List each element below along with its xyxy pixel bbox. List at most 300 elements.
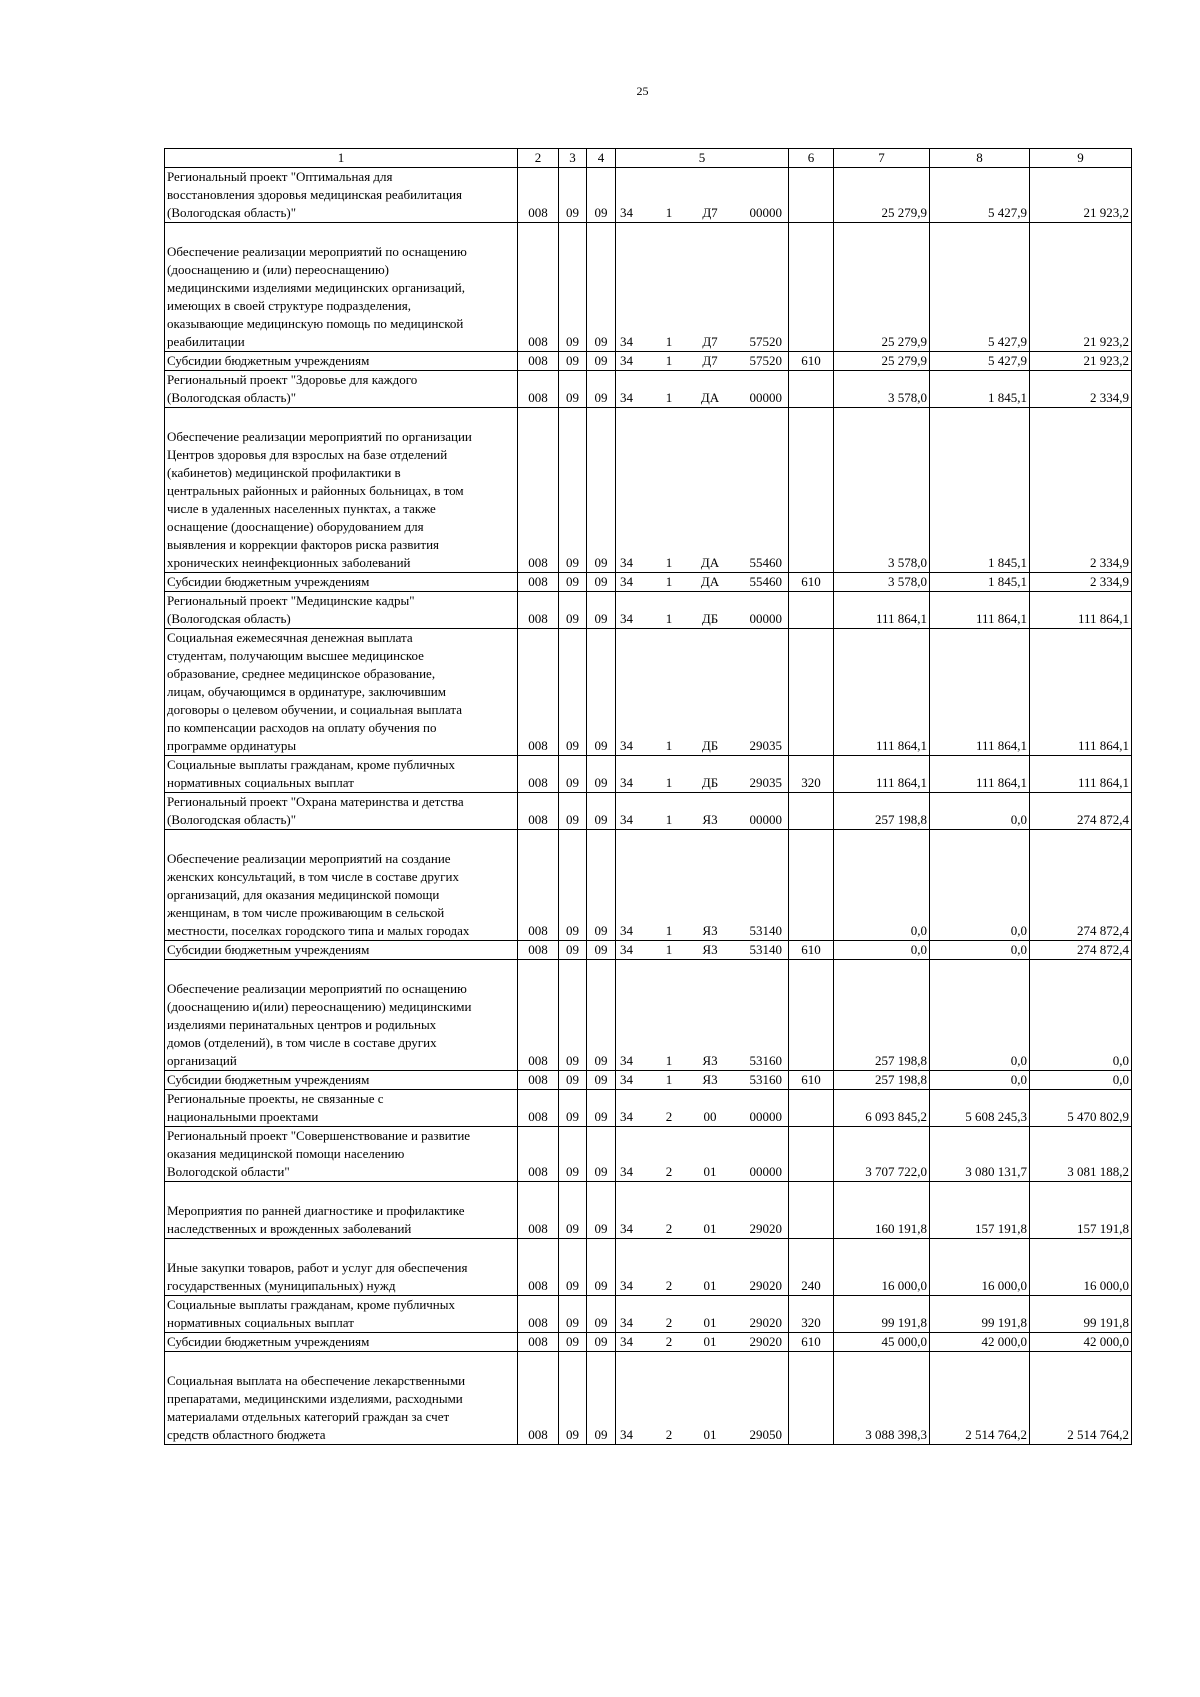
table-row: [165, 1239, 1132, 1296]
row-name-text: Социальная выплата на обеспечение лекарственными препаратами, медицинскими изделиями, расходными материалами отдельных категорий граждан за счет средств областного бюджета: [167, 1373, 466, 1442]
cell-ministry: 008: [518, 223, 559, 352]
cell-target-article: [616, 830, 789, 941]
cell-target-article: [616, 1352, 789, 1445]
csr-program: 34: [620, 353, 633, 368]
csr-program: 34: [620, 1072, 633, 1087]
cell-amount-col7: 257 198,8: [834, 1071, 930, 1090]
table-row: [165, 1071, 1132, 1090]
cell-section: 09: [559, 168, 587, 223]
cell-amount-col8: 111 864,1: [930, 592, 1030, 629]
cell-expense-type: [789, 1127, 834, 1182]
row-name: [165, 1352, 518, 1445]
cell-amount-col7: 111 864,1: [834, 756, 930, 793]
table-row: [165, 830, 1132, 941]
row-name-text: Обеспечение реализации мероприятий по оснащению (дооснащению и(или) переоснащению) медицинскими изделиями перинатальных центров и родильных домов (отделений), в том числе в составе других организаций: [167, 981, 472, 1068]
csr-type: 1: [665, 1053, 673, 1068]
cell-target-article: [616, 941, 789, 960]
csr-program: 34: [620, 611, 633, 626]
csr-direction: 53160: [749, 1053, 782, 1068]
row-name-text: Обеспечение реализации мероприятий по оснащению (дооснащению и (или) переоснащению) медицинскими изделиями медицинских организаций, имеющих в своей структуре подразделения, оказывающие медицинскую помощь по медицинской реабилитации: [167, 244, 467, 349]
cell-subsection: 09: [587, 592, 616, 629]
cell-ministry: 008: [518, 371, 559, 408]
cell-target-article: [616, 1296, 789, 1333]
csr-type: 1: [665, 205, 673, 220]
cell-section: 09: [559, 371, 587, 408]
csr-direction: 53160: [749, 1072, 782, 1087]
row-name: [165, 1071, 518, 1090]
table-row: [165, 1182, 1132, 1239]
csr-project: 01: [703, 1334, 717, 1349]
cell-ministry: 008: [518, 1090, 559, 1127]
cell-expense-type: 610: [789, 941, 834, 960]
header-cell: 3: [559, 149, 587, 168]
table-row: [165, 223, 1132, 352]
csr-type: 1: [665, 738, 673, 753]
csr-project: ДБ: [701, 775, 719, 790]
csr-program: 34: [620, 390, 633, 405]
cell-amount-col9: 21 923,2: [1030, 168, 1132, 223]
cell-amount-col9: 157 191,8: [1030, 1182, 1132, 1239]
csr-program: 34: [620, 1427, 633, 1442]
cell-section: 09: [559, 629, 587, 756]
header-cell: 4: [587, 149, 616, 168]
cell-target-article: [616, 352, 789, 371]
cell-ministry: 008: [518, 830, 559, 941]
csr-direction: 29020: [749, 1221, 782, 1236]
cell-subsection: 09: [587, 1333, 616, 1352]
row-name: [165, 793, 518, 830]
csr-project: 00: [703, 1109, 717, 1124]
cell-target-article: [616, 371, 789, 408]
csr-type: 1: [665, 574, 673, 589]
cell-amount-col9: 2 334,9: [1030, 573, 1132, 592]
table-row: [165, 371, 1132, 408]
cell-amount-col8: 0,0: [930, 793, 1030, 830]
cell-amount-col8: 0,0: [930, 960, 1030, 1071]
row-name-text: Региональные проекты, не связанные с национальными проектами: [167, 1091, 384, 1124]
cell-amount-col9: 111 864,1: [1030, 629, 1132, 756]
table-row: [165, 941, 1132, 960]
csr-type: 1: [665, 611, 673, 626]
cell-subsection: 09: [587, 371, 616, 408]
header-cell: 8: [930, 149, 1030, 168]
cell-target-article: [616, 1127, 789, 1182]
cell-target-article: [616, 1071, 789, 1090]
csr-project: 01: [703, 1427, 717, 1442]
cell-section: 09: [559, 960, 587, 1071]
cell-amount-col9: 274 872,4: [1030, 793, 1132, 830]
cell-subsection: 09: [587, 830, 616, 941]
csr-program: 34: [620, 1109, 633, 1124]
cell-amount-col8: 111 864,1: [930, 756, 1030, 793]
cell-expense-type: [789, 408, 834, 573]
cell-ministry: 008: [518, 960, 559, 1071]
cell-section: 09: [559, 1333, 587, 1352]
cell-amount-col8: 157 191,8: [930, 1182, 1030, 1239]
csr-project: Я3: [702, 812, 718, 827]
cell-amount-col7: 6 093 845,2: [834, 1090, 930, 1127]
cell-expense-type: [789, 1090, 834, 1127]
cell-subsection: 09: [587, 1127, 616, 1182]
csr-program: 34: [620, 1334, 633, 1349]
row-name: [165, 371, 518, 408]
cell-expense-type: [789, 960, 834, 1071]
table-row: [165, 756, 1132, 793]
row-name: [165, 960, 518, 1071]
cell-ministry: 008: [518, 408, 559, 573]
csr-direction: 29035: [749, 738, 782, 753]
cell-target-article: [616, 573, 789, 592]
cell-subsection: 09: [587, 941, 616, 960]
cell-subsection: 09: [587, 629, 616, 756]
cell-amount-col8: 5 427,9: [930, 168, 1030, 223]
row-name-text: Региональный проект "Медицинские кадры" (Вологодская область): [167, 593, 415, 626]
header-cell: 6: [789, 149, 834, 168]
cell-section: 09: [559, 1090, 587, 1127]
cell-ministry: 008: [518, 1239, 559, 1296]
cell-amount-col8: 5 427,9: [930, 352, 1030, 371]
row-name-text: Региональный проект "Охрана материнства и детства (Вологодская область)": [167, 794, 464, 827]
csr-program: 34: [620, 923, 633, 938]
csr-program: 34: [620, 1315, 633, 1330]
cell-amount-col9: 274 872,4: [1030, 941, 1132, 960]
cell-section: 09: [559, 1071, 587, 1090]
cell-target-article: [616, 1333, 789, 1352]
csr-direction: 57520: [749, 334, 782, 349]
cell-target-article: [616, 960, 789, 1071]
csr-project: Я3: [702, 942, 718, 957]
cell-amount-col8: 0,0: [930, 941, 1030, 960]
csr-direction: 00000: [749, 611, 782, 626]
cell-amount-col8: 1 845,1: [930, 573, 1030, 592]
cell-amount-col9: 2 334,9: [1030, 371, 1132, 408]
cell-amount-col8: 42 000,0: [930, 1333, 1030, 1352]
csr-direction: 29035: [749, 775, 782, 790]
row-name: [165, 573, 518, 592]
csr-type: 1: [665, 334, 673, 349]
row-name: [165, 408, 518, 573]
row-name: [165, 941, 518, 960]
cell-subsection: 09: [587, 168, 616, 223]
cell-section: 09: [559, 830, 587, 941]
cell-expense-type: 610: [789, 1333, 834, 1352]
csr-type: 1: [665, 923, 673, 938]
csr-program: 34: [620, 574, 633, 589]
csr-type: 2: [665, 1164, 673, 1179]
csr-program: 34: [620, 1221, 633, 1236]
cell-expense-type: [789, 168, 834, 223]
header-cell: 5: [616, 149, 789, 168]
cell-section: 09: [559, 1127, 587, 1182]
csr-program: 34: [620, 1164, 633, 1179]
row-name-text: Региональный проект "Совершенствование и развитие оказания медицинской помощи населению Вологодской области": [167, 1128, 471, 1179]
budget-table: [164, 148, 1132, 1445]
csr-type: 2: [665, 1109, 673, 1124]
csr-project: Я3: [702, 1053, 718, 1068]
cell-amount-col8: 16 000,0: [930, 1239, 1030, 1296]
table-row: [165, 408, 1132, 573]
cell-amount-col8: 5 608 245,3: [930, 1090, 1030, 1127]
row-name: [165, 1182, 518, 1239]
cell-amount-col9: 0,0: [1030, 1071, 1132, 1090]
table-row: [165, 592, 1132, 629]
cell-amount-col9: 16 000,0: [1030, 1239, 1132, 1296]
cell-amount-col8: 2 514 764,2: [930, 1352, 1030, 1445]
cell-target-article: [616, 1090, 789, 1127]
cell-expense-type: 320: [789, 756, 834, 793]
row-name: [165, 629, 518, 756]
cell-amount-col7: 45 000,0: [834, 1333, 930, 1352]
csr-project: Д7: [702, 334, 718, 349]
cell-target-article: [616, 1182, 789, 1239]
cell-expense-type: [789, 1182, 834, 1239]
table-row: [165, 1296, 1132, 1333]
csr-type: 1: [665, 1072, 673, 1087]
csr-direction: 53140: [749, 923, 782, 938]
cell-subsection: 09: [587, 1352, 616, 1445]
row-name: [165, 1127, 518, 1182]
cell-target-article: [616, 223, 789, 352]
cell-amount-col8: 0,0: [930, 1071, 1030, 1090]
cell-amount-col7: 3 707 722,0: [834, 1127, 930, 1182]
cell-ministry: 008: [518, 793, 559, 830]
cell-expense-type: 240: [789, 1239, 834, 1296]
cell-amount-col8: 1 845,1: [930, 371, 1030, 408]
page-number: 25: [636, 84, 649, 98]
table-row: [165, 629, 1132, 756]
cell-amount-col9: 42 000,0: [1030, 1333, 1132, 1352]
csr-project: 01: [703, 1221, 717, 1236]
csr-project: ДА: [700, 555, 720, 570]
csr-type: 2: [665, 1334, 673, 1349]
cell-subsection: 09: [587, 408, 616, 573]
cell-subsection: 09: [587, 1071, 616, 1090]
csr-program: 34: [620, 942, 633, 957]
csr-direction: 29020: [749, 1315, 782, 1330]
cell-ministry: 008: [518, 1071, 559, 1090]
cell-amount-col7: 111 864,1: [834, 592, 930, 629]
cell-target-article: [616, 408, 789, 573]
csr-program: 34: [620, 812, 633, 827]
cell-expense-type: 610: [789, 1071, 834, 1090]
row-name-text: Субсидии бюджетным учреждениям: [167, 353, 370, 368]
cell-ministry: 008: [518, 352, 559, 371]
csr-type: 1: [665, 555, 673, 570]
csr-direction: 55460: [749, 555, 782, 570]
header-cell: 9: [1030, 149, 1132, 168]
table-row: [165, 352, 1132, 371]
row-name: [165, 168, 518, 223]
cell-amount-col8: 99 191,8: [930, 1296, 1030, 1333]
row-name-text: Социальная ежемесячная денежная выплата студентам, получающим высшее медицинское образование, среднее медицинское образование, лицам, обучающимся в ординатуре, заключившим договоры о целевом обучении, и социальная выплата по компенсации расходов на оплату обучения по программе ординатуры: [167, 630, 462, 753]
row-name-text: Региональный проект "Оптимальная для восстановления здоровья медицинская реабилитация (Вологодская область)": [167, 169, 463, 220]
cell-amount-col7: 3 578,0: [834, 573, 930, 592]
csr-type: 2: [665, 1315, 673, 1330]
cell-amount-col8: 1 845,1: [930, 408, 1030, 573]
csr-direction: 57520: [749, 353, 782, 368]
cell-expense-type: 610: [789, 352, 834, 371]
cell-expense-type: 610: [789, 573, 834, 592]
cell-amount-col9: 2 334,9: [1030, 408, 1132, 573]
cell-amount-col7: 0,0: [834, 941, 930, 960]
cell-section: 09: [559, 1182, 587, 1239]
cell-section: 09: [559, 573, 587, 592]
cell-amount-col7: 257 198,8: [834, 960, 930, 1071]
header-cell: 1: [165, 149, 518, 168]
cell-subsection: 09: [587, 352, 616, 371]
csr-type: 1: [665, 942, 673, 957]
cell-section: 09: [559, 756, 587, 793]
csr-project: Я3: [702, 923, 718, 938]
cell-ministry: 008: [518, 168, 559, 223]
row-name-text: Обеспечение реализации мероприятий по организации Центров здоровья для взрослых на базе отделений (кабинетов) медицинской профилактики в центральных районных и районных больницах, в том числе в удаленных населенных пунктах, а также оснащение (дооснащение) оборудованием для выявления и коррекции факторов риска развития хронических неинфекционных заболеваний: [167, 429, 472, 570]
cell-target-article: [616, 1239, 789, 1296]
cell-amount-col9: 2 514 764,2: [1030, 1352, 1132, 1445]
table-row: [165, 1352, 1132, 1445]
cell-ministry: 008: [518, 1127, 559, 1182]
cell-expense-type: [789, 1352, 834, 1445]
row-name-text: Субсидии бюджетным учреждениям: [167, 1072, 370, 1087]
csr-type: 2: [665, 1278, 673, 1293]
cell-amount-col7: 16 000,0: [834, 1239, 930, 1296]
cell-amount-col7: 3 088 398,3: [834, 1352, 930, 1445]
cell-amount-col7: 3 578,0: [834, 408, 930, 573]
cell-section: 09: [559, 352, 587, 371]
cell-amount-col9: 274 872,4: [1030, 830, 1132, 941]
csr-type: 1: [665, 775, 673, 790]
cell-subsection: 09: [587, 1182, 616, 1239]
cell-target-article: [616, 793, 789, 830]
row-name: [165, 223, 518, 352]
cell-amount-col9: 0,0: [1030, 960, 1132, 1071]
row-name: [165, 1333, 518, 1352]
csr-program: 34: [620, 738, 633, 753]
cell-amount-col8: 5 427,9: [930, 223, 1030, 352]
row-name-text: Субсидии бюджетным учреждениям: [167, 942, 370, 957]
cell-amount-col9: 111 864,1: [1030, 756, 1132, 793]
cell-expense-type: [789, 629, 834, 756]
row-name: [165, 830, 518, 941]
cell-ministry: 008: [518, 1182, 559, 1239]
cell-section: 09: [559, 1296, 587, 1333]
table-row: [165, 1127, 1132, 1182]
cell-ministry: 008: [518, 573, 559, 592]
csr-direction: 00000: [749, 1109, 782, 1124]
cell-target-article: [616, 592, 789, 629]
row-name-text: Региональный проект "Здоровье для каждого (Вологодская область)": [167, 372, 418, 405]
csr-program: 34: [620, 775, 633, 790]
row-name: [165, 592, 518, 629]
cell-amount-col7: 0,0: [834, 830, 930, 941]
cell-ministry: 008: [518, 1296, 559, 1333]
row-name-text: Социальные выплаты гражданам, кроме публичных нормативных социальных выплат: [167, 757, 455, 790]
csr-direction: 00000: [749, 812, 782, 827]
csr-direction: 00000: [749, 390, 782, 405]
cell-subsection: 09: [587, 1296, 616, 1333]
csr-project: ДА: [700, 390, 720, 405]
row-name: [165, 1239, 518, 1296]
cell-subsection: 09: [587, 223, 616, 352]
cell-target-article: [616, 756, 789, 793]
cell-subsection: 09: [587, 793, 616, 830]
row-name: [165, 1296, 518, 1333]
cell-expense-type: [789, 830, 834, 941]
csr-direction: 55460: [749, 574, 782, 589]
cell-amount-col8: 111 864,1: [930, 629, 1030, 756]
csr-project: Д7: [702, 205, 718, 220]
cell-amount-col9: 5 470 802,9: [1030, 1090, 1132, 1127]
csr-project: ДА: [700, 574, 720, 589]
table-header-row: [165, 149, 1132, 168]
csr-project: 01: [703, 1315, 717, 1330]
csr-direction: 00000: [749, 205, 782, 220]
csr-direction: 00000: [749, 1164, 782, 1179]
csr-type: 1: [665, 812, 673, 827]
csr-direction: 53140: [749, 942, 782, 957]
cell-section: 09: [559, 941, 587, 960]
cell-section: 09: [559, 592, 587, 629]
csr-program: 34: [620, 555, 633, 570]
row-name-text: Социальные выплаты гражданам, кроме публичных нормативных социальных выплат: [167, 1297, 455, 1330]
cell-ministry: 008: [518, 592, 559, 629]
csr-project: 01: [703, 1164, 717, 1179]
cell-subsection: 09: [587, 1239, 616, 1296]
cell-ministry: 008: [518, 629, 559, 756]
cell-amount-col7: 160 191,8: [834, 1182, 930, 1239]
csr-direction: 29020: [749, 1334, 782, 1349]
table-row: [165, 793, 1132, 830]
header-cell: 2: [518, 149, 559, 168]
cell-amount-col9: 3 081 188,2: [1030, 1127, 1132, 1182]
cell-section: 09: [559, 793, 587, 830]
cell-ministry: 008: [518, 941, 559, 960]
cell-subsection: 09: [587, 960, 616, 1071]
csr-direction: 29050: [749, 1427, 782, 1442]
row-name-text: Иные закупки товаров, работ и услуг для обеспечения государственных (муниципальных) нужд: [167, 1260, 468, 1293]
cell-expense-type: 320: [789, 1296, 834, 1333]
cell-amount-col7: 25 279,9: [834, 352, 930, 371]
cell-amount-col7: 25 279,9: [834, 168, 930, 223]
cell-expense-type: [789, 223, 834, 352]
table-row: [165, 573, 1132, 592]
cell-ministry: 008: [518, 1352, 559, 1445]
cell-amount-col7: 3 578,0: [834, 371, 930, 408]
csr-project: ДБ: [701, 738, 719, 753]
csr-program: 34: [620, 334, 633, 349]
cell-expense-type: [789, 592, 834, 629]
cell-amount-col9: 111 864,1: [1030, 592, 1132, 629]
csr-type: 2: [665, 1221, 673, 1236]
table-row: [165, 1333, 1132, 1352]
cell-section: 09: [559, 408, 587, 573]
cell-subsection: 09: [587, 1090, 616, 1127]
cell-amount-col7: 99 191,8: [834, 1296, 930, 1333]
csr-type: 1: [665, 353, 673, 368]
row-name: [165, 1090, 518, 1127]
csr-program: 34: [620, 205, 633, 220]
table-row: [165, 960, 1132, 1071]
cell-target-article: [616, 629, 789, 756]
cell-amount-col9: 21 923,2: [1030, 223, 1132, 352]
header-cell: 7: [834, 149, 930, 168]
cell-amount-col9: 21 923,2: [1030, 352, 1132, 371]
cell-section: 09: [559, 1239, 587, 1296]
cell-expense-type: [789, 793, 834, 830]
cell-section: 09: [559, 223, 587, 352]
cell-amount-col8: 0,0: [930, 830, 1030, 941]
cell-subsection: 09: [587, 756, 616, 793]
cell-amount-col9: 99 191,8: [1030, 1296, 1132, 1333]
